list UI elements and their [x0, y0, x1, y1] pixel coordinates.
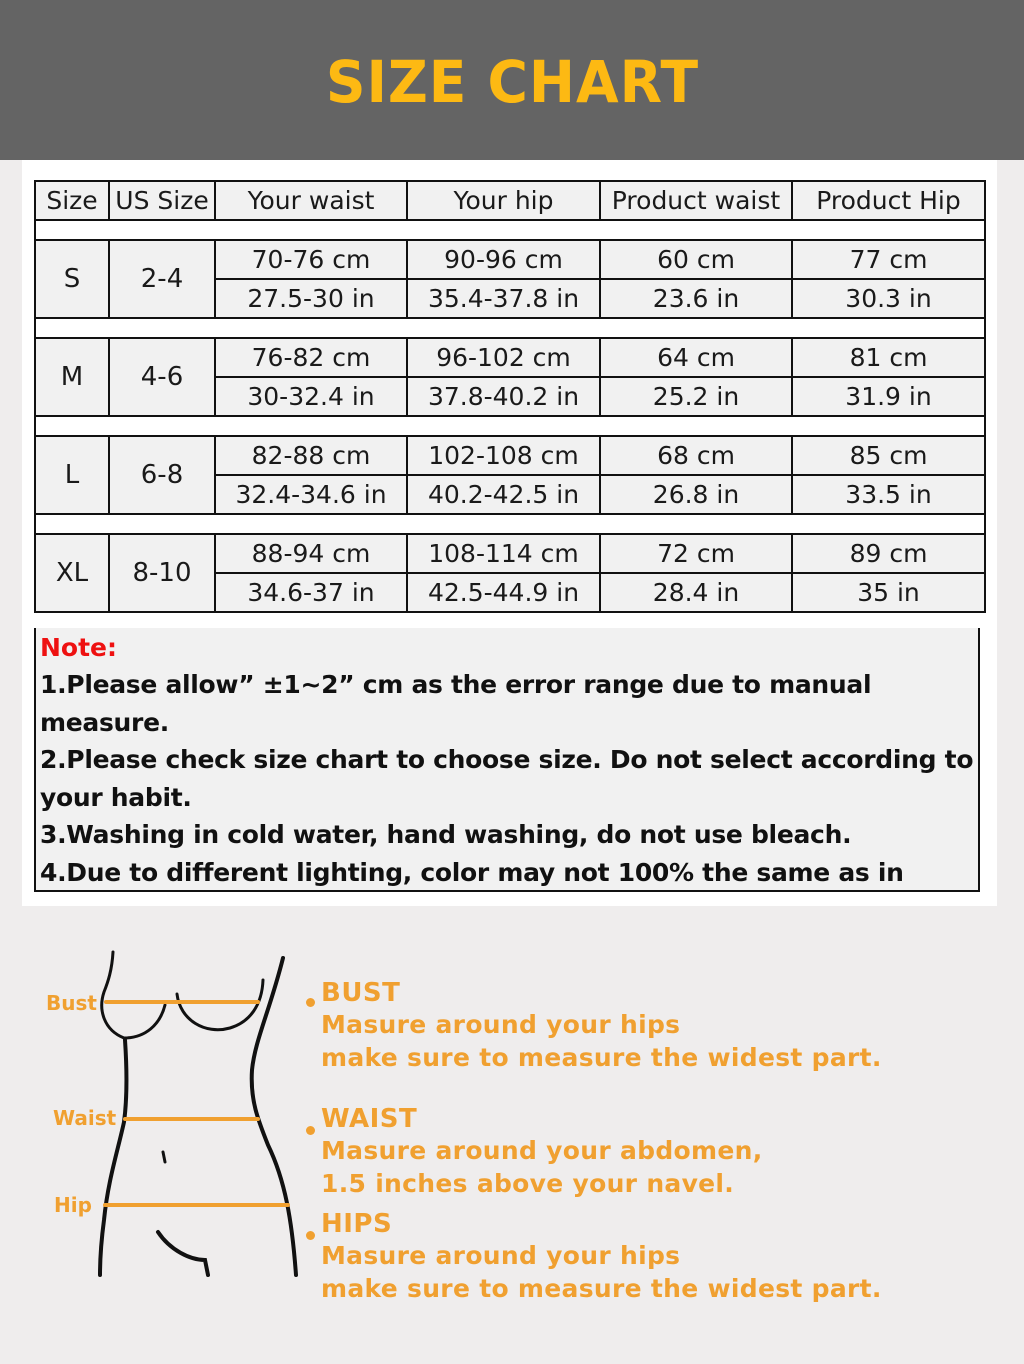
your-waist-in: 27.5-30 in — [215, 279, 407, 318]
column-header: US Size — [109, 181, 215, 220]
guide-waist — [306, 1104, 1006, 1204]
note-title: Note: — [40, 633, 118, 662]
product-waist-cm: 60 cm — [600, 240, 792, 279]
size-cell: L — [35, 436, 109, 514]
your-waist-cm: 82-88 cm — [215, 436, 407, 475]
column-header: Product waist — [600, 181, 792, 220]
note-line: measure. — [40, 707, 169, 737]
spacer-row — [35, 514, 985, 534]
product-hip-cm: 77 cm — [792, 240, 985, 279]
table-row — [35, 240, 985, 279]
note-line: 4.Due to different lighting, color may not 100% the same as in — [40, 857, 904, 887]
spacer-row — [35, 416, 985, 436]
your-waist-cm: 76-82 cm — [215, 338, 407, 377]
guide-bust — [306, 978, 1006, 1078]
table-row — [35, 436, 985, 475]
product-waist-cm: 72 cm — [600, 534, 792, 573]
product-waist-in: 25.2 in — [600, 377, 792, 416]
bullet-icon — [306, 1231, 315, 1240]
your-waist-cm: 88-94 cm — [215, 534, 407, 573]
note-line: your habit. — [40, 782, 192, 812]
bullet-icon — [306, 998, 315, 1007]
guide-line: Masure around your hips — [321, 1010, 681, 1039]
your-hip-in: 40.2-42.5 in — [407, 475, 600, 514]
your-hip-cm: 96-102 cm — [407, 338, 600, 377]
us-size-cell: 2-4 — [109, 240, 215, 318]
note-box — [34, 628, 980, 892]
product-waist-in: 28.4 in — [600, 573, 792, 612]
your-waist-in: 34.6-37 in — [215, 573, 407, 612]
us-size-cell: 6-8 — [109, 436, 215, 514]
bullet-icon — [306, 1126, 315, 1135]
guide-line: make sure to measure the widest part. — [321, 1274, 882, 1303]
table-row — [35, 534, 985, 573]
note-line: 3.Washing in cold water, hand washing, do not use bleach. — [40, 820, 852, 849]
bust-label: Bust — [46, 991, 97, 1015]
guide-line: Masure around your abdomen, — [321, 1136, 763, 1165]
note-line: 1.Please allow” ±1~2” cm as the error range due to manual — [40, 670, 872, 699]
guide-title: WAIST — [321, 1104, 418, 1134]
table-row — [35, 338, 985, 377]
note-line: 2.Please check size chart to choose size. Do not select according to — [40, 745, 974, 774]
product-hip-in: 31.9 in — [792, 377, 985, 416]
your-hip-in: 37.8-40.2 in — [407, 377, 600, 416]
spacer-row — [35, 220, 985, 240]
your-hip-in: 42.5-44.9 in — [407, 573, 600, 612]
column-header: Your hip — [407, 181, 600, 220]
your-hip-cm: 90-96 cm — [407, 240, 600, 279]
product-hip-in: 30.3 in — [792, 279, 985, 318]
guide-line: make sure to measure the widest part. — [321, 1043, 882, 1072]
waist-label: Waist — [53, 1106, 117, 1130]
product-hip-cm: 85 cm — [792, 436, 985, 475]
your-waist-in: 32.4-34.6 in — [215, 475, 407, 514]
column-header: Size — [35, 181, 109, 220]
size-table — [34, 180, 986, 613]
product-hip-cm: 81 cm — [792, 338, 985, 377]
your-hip-cm: 108-114 cm — [407, 534, 600, 573]
spacer-row — [35, 318, 985, 338]
us-size-cell: 4-6 — [109, 338, 215, 416]
table-header-row — [35, 181, 985, 220]
guide-title: BUST — [321, 978, 401, 1008]
product-waist-cm: 64 cm — [600, 338, 792, 377]
size-cell: M — [35, 338, 109, 416]
body-measurement-figure — [0, 930, 320, 1290]
product-hip-in: 35 in — [792, 573, 985, 612]
hip-label: Hip — [54, 1193, 92, 1217]
guide-hips — [306, 1209, 1006, 1309]
size-cell: XL — [35, 534, 109, 612]
us-size-cell: 8-10 — [109, 534, 215, 612]
column-header: Product Hip — [792, 181, 985, 220]
guide-line: Masure around your hips — [321, 1241, 681, 1270]
your-hip-cm: 102-108 cm — [407, 436, 600, 475]
product-waist-in: 23.6 in — [600, 279, 792, 318]
header-banner — [0, 0, 1024, 160]
size-cell: S — [35, 240, 109, 318]
page-title: SIZE CHART — [325, 48, 699, 116]
product-hip-cm: 89 cm — [792, 534, 985, 573]
column-header: Your waist — [215, 181, 407, 220]
product-waist-in: 26.8 in — [600, 475, 792, 514]
body-outline-icon — [0, 930, 320, 1290]
your-waist-in: 30-32.4 in — [215, 377, 407, 416]
your-hip-in: 35.4-37.8 in — [407, 279, 600, 318]
guide-line: 1.5 inches above your navel. — [321, 1169, 735, 1198]
your-waist-cm: 70-76 cm — [215, 240, 407, 279]
guide-title: HIPS — [321, 1209, 393, 1239]
product-waist-cm: 68 cm — [600, 436, 792, 475]
product-hip-in: 33.5 in — [792, 475, 985, 514]
